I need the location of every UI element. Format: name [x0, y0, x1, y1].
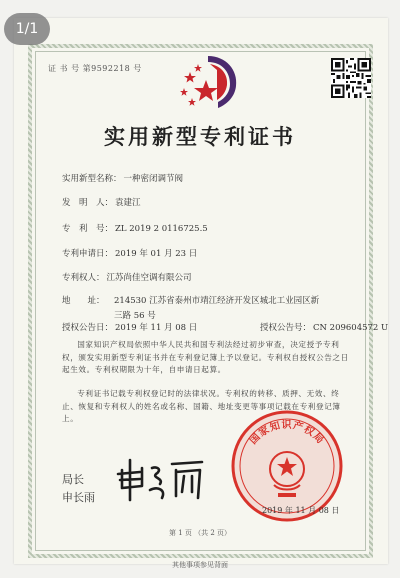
page-counter: 1/1: [4, 13, 50, 45]
field-label: 地 址：: [62, 296, 105, 306]
field-label: 实用新型名称：: [62, 174, 122, 184]
field-grant-date: [62, 321, 197, 333]
field-utility-model-name: [62, 172, 183, 184]
field-value: 袁建江: [115, 198, 141, 208]
field-label: 专利申请日：: [62, 249, 114, 259]
field-label: 授权公告日：: [62, 323, 114, 333]
paragraph-grant-statement: 国家知识产权局依照中华人民共和国专利法经过初步审查，决定授予专利权，颁发实用新型专利证书并在专利登记簿上予以登记。专利权自授权公告之日起生效。专利权期限为十年，自申请日起算。: [62, 340, 349, 375]
field-publication-number: [260, 321, 388, 333]
director-signature-icon: [112, 456, 208, 508]
field-address-value: 214530 江苏省泰州市靖江经济开发区城北工业园区新三路 56 号: [114, 296, 320, 321]
field-label: 专 利 号：: [62, 224, 114, 234]
seal-date: 2019 年 11 月 08 日: [262, 506, 340, 515]
certificate-number: 证 书 号 第9592218 号: [48, 64, 142, 73]
field-inventor: [62, 196, 141, 208]
field-value: CN 209604572 U: [313, 323, 389, 333]
field-address-label: [62, 294, 105, 306]
cnipa-emblem-icon: [172, 50, 244, 116]
field-value: 一种密闭调节阀: [123, 174, 184, 184]
field-value: ZL 2019 2 0116725.5: [115, 224, 208, 234]
field-label: 发 明 人：: [62, 198, 114, 208]
field-label: 授权公告号：: [260, 323, 312, 333]
qr-code-icon: [331, 58, 371, 102]
footer-note: 其他事项参见背面: [172, 561, 228, 569]
certificate-title: 实用新型专利证书: [104, 124, 296, 149]
field-value: 2019 年 11 月 08 日: [115, 323, 198, 333]
paragraph-legal-status: 专利证书记载专利权登记时的法律状况。专利权的转移、质押、无效、终止、恢复和专利权人的姓名或名称、国籍、地址变更等事项记载在专利登记簿上。: [62, 389, 341, 424]
field-patentee: [62, 271, 192, 283]
svg-text:国家知识产权局: 国家知识产权局: [247, 419, 327, 447]
field-application-date: [62, 247, 197, 259]
field-label: 专利权人：: [62, 273, 105, 283]
director-name: 申长雨: [62, 491, 95, 504]
director-title: 局长: [62, 473, 84, 486]
field-value: 江苏尚佳空调有限公司: [106, 273, 192, 283]
page-indicator: 第 1 页 （共 2 页）: [168, 529, 232, 537]
field-value: 2019 年 01 月 23 日: [115, 249, 198, 259]
field-patent-number: [62, 222, 208, 234]
